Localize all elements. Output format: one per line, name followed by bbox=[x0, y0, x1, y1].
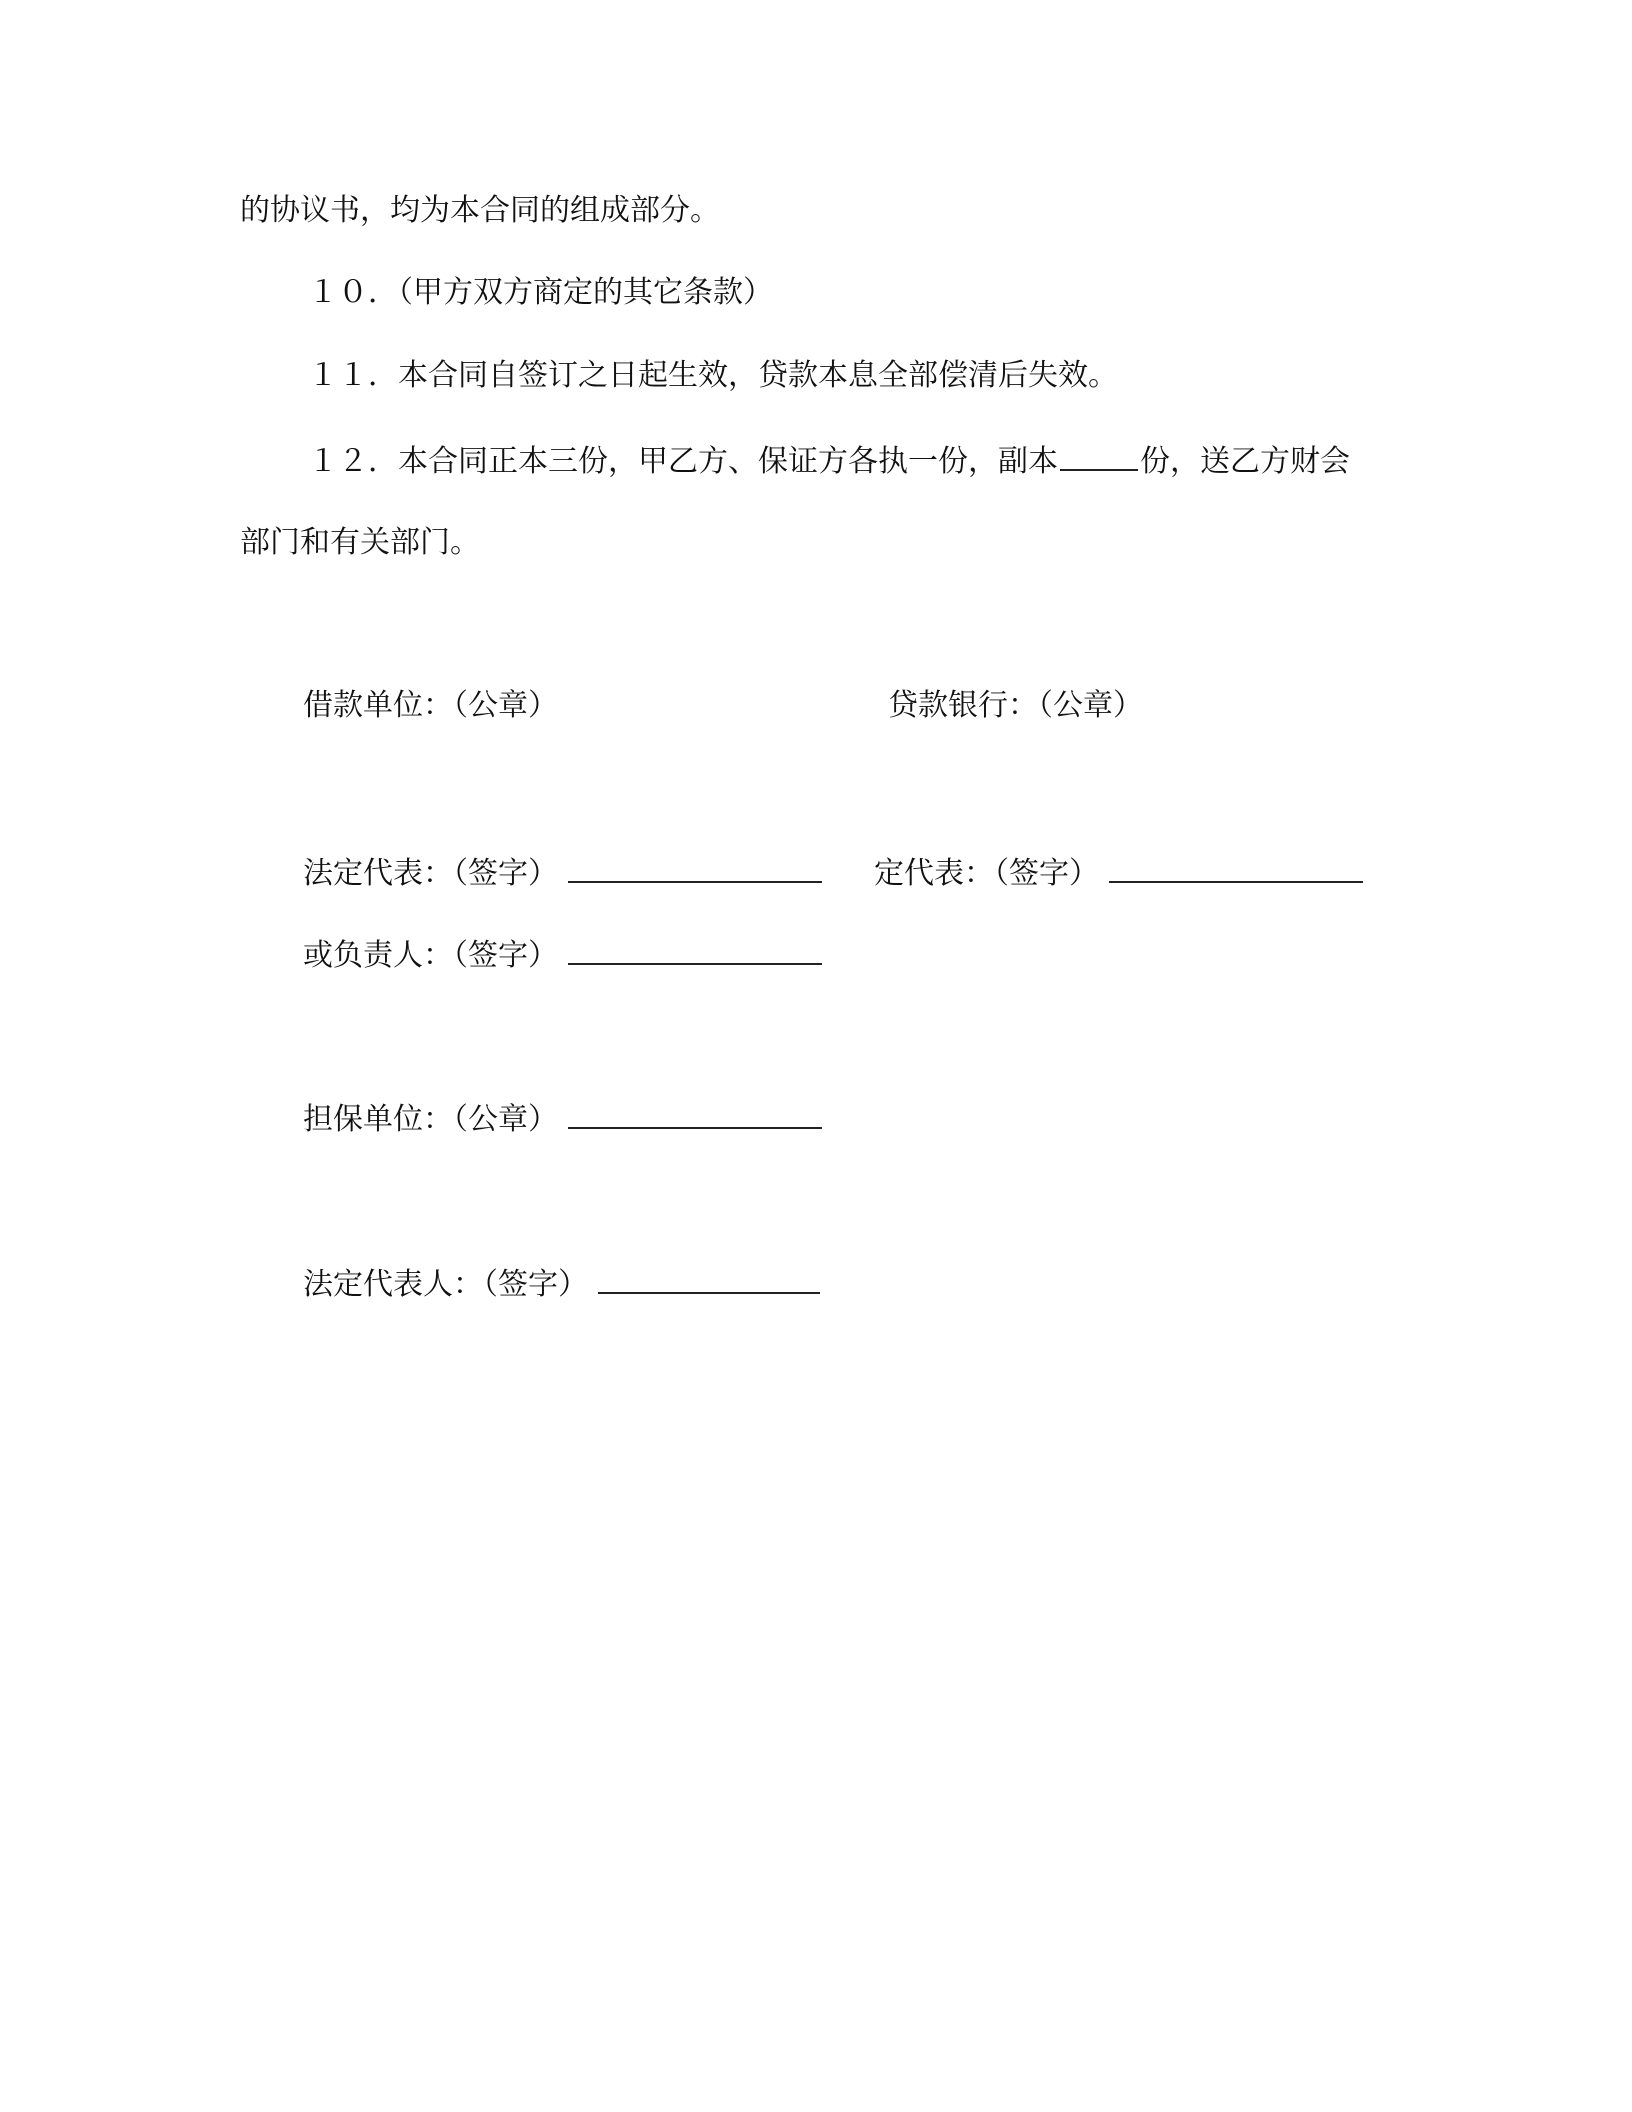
legal-rep-person-label: 法定代表人：（签字） bbox=[303, 1267, 588, 1302]
seal-blank bbox=[568, 1097, 822, 1129]
person-in-charge-label: 或负责人：（签字） bbox=[303, 938, 558, 973]
signature-blank bbox=[568, 933, 822, 965]
clause-11 bbox=[308, 356, 1118, 396]
clause-text: １２．本合同正本三份，甲乙方、保证方各执一份，副本 bbox=[308, 444, 1058, 479]
legal-rep-right-line bbox=[874, 851, 1363, 894]
signature-blank bbox=[598, 1262, 820, 1294]
borrower-seal-line bbox=[303, 686, 558, 726]
clause-text: 部门和有关部门。 bbox=[240, 525, 480, 560]
guarantor-label: 担保单位：（公章） bbox=[303, 1102, 558, 1137]
lender-label: 贷款银行：（公章） bbox=[888, 688, 1143, 723]
legal-rep-right-label: 定代表：（签字） bbox=[874, 856, 1099, 891]
legal-rep-person-line bbox=[303, 1262, 820, 1305]
borrower-label: 借款单位：（公章） bbox=[303, 688, 558, 723]
person-in-charge-line bbox=[303, 933, 822, 976]
guarantor-seal-line bbox=[303, 1097, 822, 1140]
copies-blank bbox=[1060, 439, 1138, 471]
clause-text: 份，送乙方财会 bbox=[1140, 444, 1350, 479]
clause-12-continuation bbox=[240, 523, 480, 563]
paragraph-continuation bbox=[240, 191, 720, 231]
clause-10 bbox=[308, 273, 773, 313]
lender-seal-line bbox=[888, 686, 1143, 726]
signature-blank bbox=[1109, 851, 1363, 883]
clause-text: １１．本合同自签订之日起生效，贷款本息全部偿清后失效。 bbox=[308, 358, 1118, 393]
clause-text: １０．（甲方双方商定的其它条款） bbox=[308, 275, 773, 310]
legal-rep-label: 法定代表：（签字） bbox=[303, 856, 558, 891]
signature-blank bbox=[568, 851, 822, 883]
paragraph-text: 的协议书，均为本合同的组成部分。 bbox=[240, 193, 720, 228]
clause-12 bbox=[308, 439, 1350, 482]
legal-rep-line bbox=[303, 851, 822, 894]
